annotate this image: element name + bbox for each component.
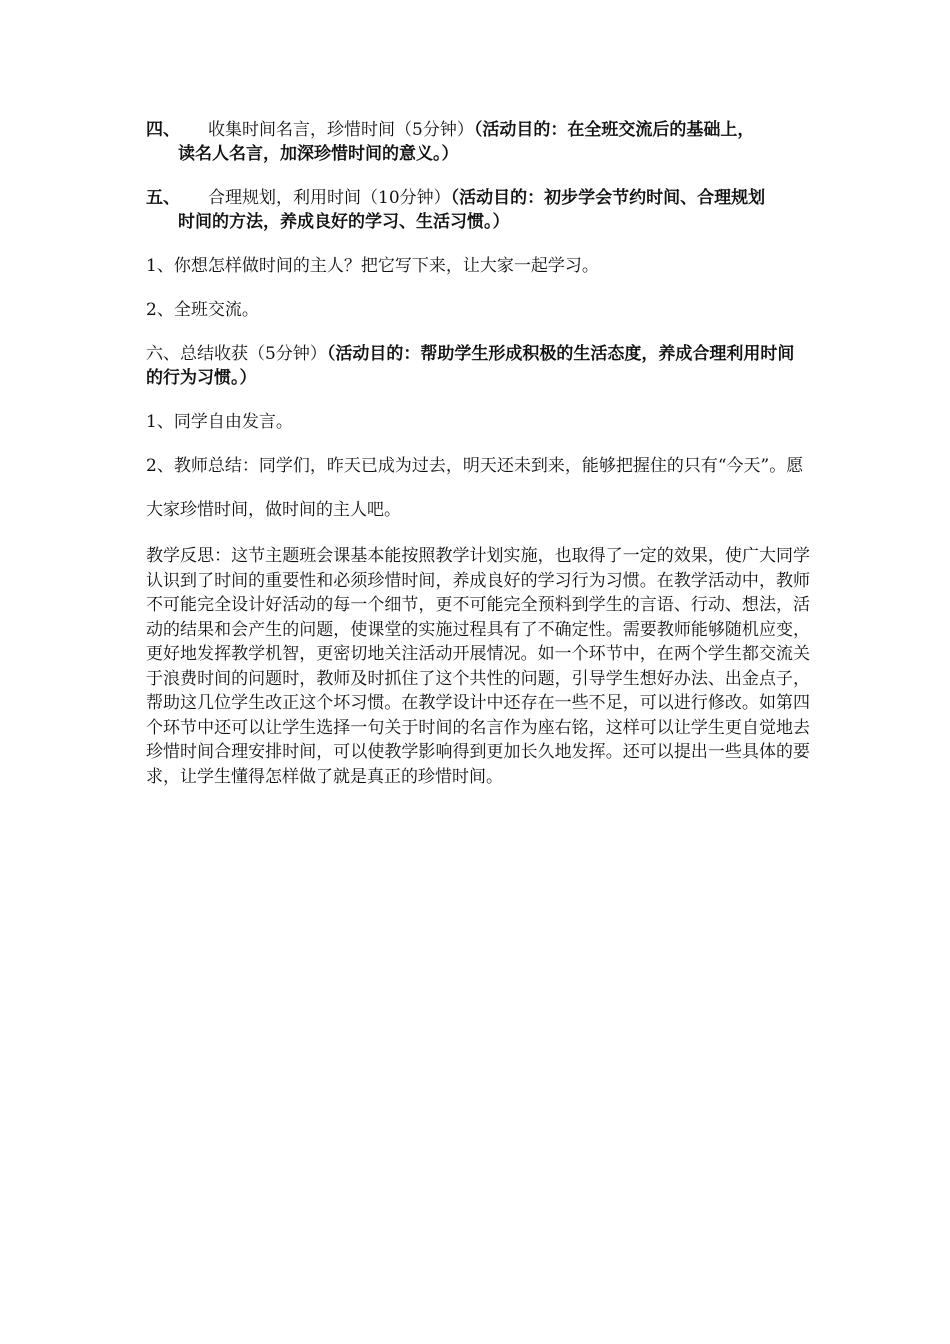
section-four-goal-line1: （活动目的：在全班交流后的基础上， (473, 120, 755, 140)
section-five-item-1: 1、你想怎样做时间的主人？把它写下来，让大家一起学习。 (146, 256, 599, 276)
section-six-item-1: 1、同学自由发言。 (146, 412, 293, 432)
section-five-item-2: 2、全班交流。 (146, 300, 259, 320)
section-five-number: 五、 (146, 188, 180, 208)
document-page (146, 118, 810, 789)
section-six-title: 六、总结收获（5分钟） (146, 344, 327, 364)
section-four-number: 四、 (146, 120, 180, 140)
teaching-reflection: 教学反思：这节主题班会课基本能按照教学计划实施，也取得了一定的效果，使广大同学认识到了时间的重要性和必须珍惜时间，养成良好的学习行为习惯。在教学活动中，教师不可能完全设计好活动的每一个细节，更不可能完全预料到学生的言语、行动、想法，活动的结果和会产生的问题，使课堂的实施过程具有了不确定性。需要教师能够随机应变，更好地发挥教学机智，更密切地关注活动开展情况。如一个环节中，在两个学生都交流关于浪费时间的问题时，教师及时抓住了这个共性的问题，引导学生想好办法、出金点子，帮助这几位学生改正这个坏习惯。在教学设计中还存在一些不足，可以进行修改。如第四个环节中还可以让学生选择一句关于时间的名言作为座右铭，这样可以让学生更自觉地去珍惜时间合理安排时间，可以使教学影响得到更加长久地发挥。还可以提出一些具体的要求，让学生懂得怎样做了就是真正的珍惜时间。 (146, 546, 810, 787)
section-four (146, 118, 810, 166)
section-four-line1 (146, 118, 810, 142)
section-five-line1 (146, 186, 810, 210)
section-five-title: 合理规划，利用时间（10分钟） (208, 188, 451, 208)
section-five-goal-line1: （活动目的：初步学会节约时间、合理规划 (450, 188, 766, 208)
section-six-goal: （活动目的：帮助学生形成积极的生活态度，养成合理利用时间的行为习惯。） (146, 344, 795, 388)
section-six (146, 342, 810, 390)
section-six-item-2: 2、教师总结：同学们，昨天已成为过去，明天还未到来，能够把握住的只有“今天”。愿大家珍惜时间，做时间的主人吧。 (146, 456, 804, 520)
section-five-goal-line2: 时间的方法，养成良好的学习、生活习惯。） (178, 212, 510, 232)
section-five (146, 186, 810, 234)
section-four-title: 收集时间名言，珍惜时间（5分钟） (208, 120, 474, 140)
section-four-goal-line2: 读名人名言，加深珍惜时间的意义。） (178, 144, 459, 164)
